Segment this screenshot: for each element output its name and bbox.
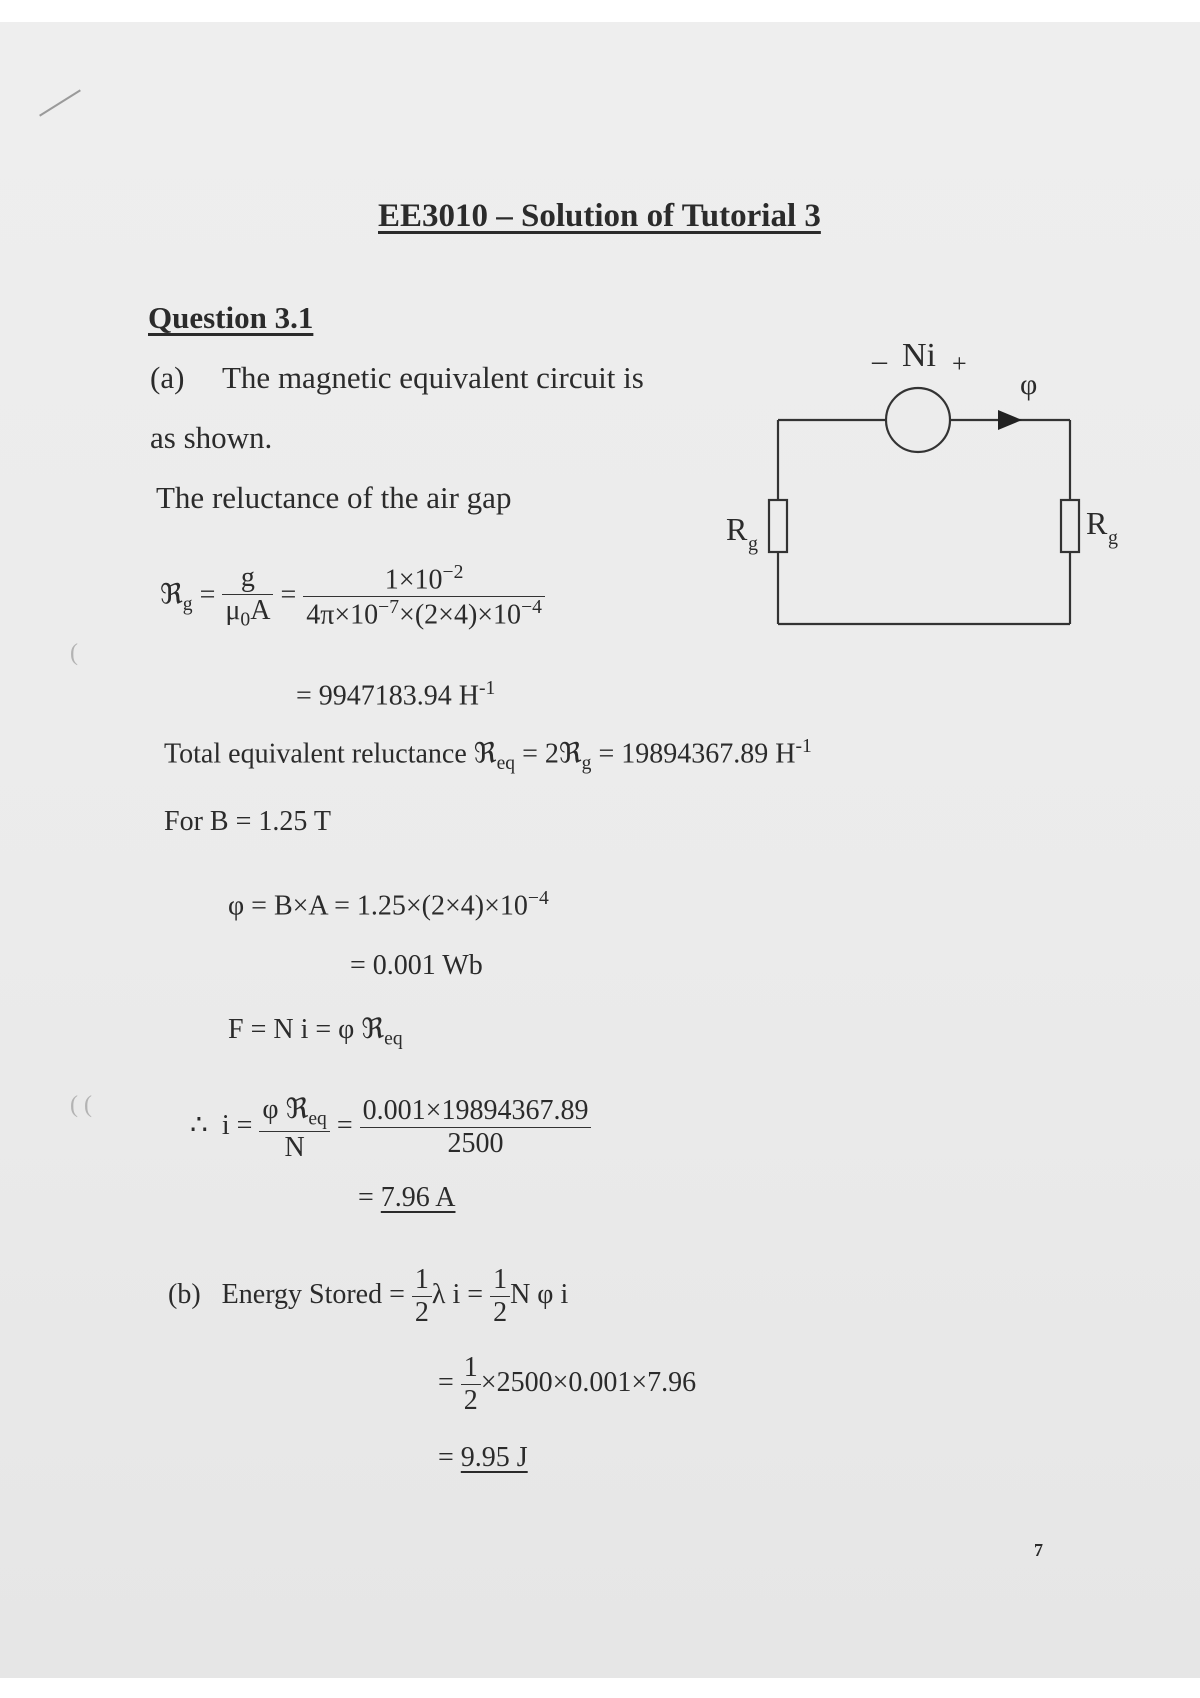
source-label: Ni: [902, 337, 936, 374]
flux-formula: $\varphi = B\times A = 1.25\times(2\times 4)\times 10^{-4}$: [228, 888, 549, 922]
flux-arrow: [998, 410, 1022, 430]
left-reluctance: [769, 500, 787, 552]
intro-line-1: The magnetic equivalent circuit is: [222, 360, 644, 395]
intro-line-2: as shown.: [150, 420, 273, 455]
for-b-line: For B = 1.25 T: [164, 806, 331, 837]
total-reluctance: Total equivalent reluctance ℜ$_{eq}$ = 2ℜ$_g$ = 19894367.89 $H^{-1}$: [164, 736, 812, 774]
current-numerator: 0.001×19894367.89: [362, 1095, 589, 1127]
energy-label: Energy Stored: [221, 1278, 383, 1310]
question-heading: Question 3.1: [148, 300, 314, 335]
mmf-source-circle: [886, 388, 950, 452]
energy-result: = 9.95 J: [438, 1442, 528, 1473]
pen-mark: [39, 89, 81, 116]
part-a-label: (a): [150, 360, 185, 395]
right-resistor-sub: g: [1108, 527, 1118, 549]
energy-formula: (b) Energy Stored = $\frac{1}{2}$ λ i = $\frac{1}{2}$ N φ i: [168, 1264, 569, 1328]
current-result: = 7.96 A: [358, 1182, 456, 1213]
mmf-formula: F = N i = φ ℜ$_{eq}$: [228, 1012, 403, 1050]
flux-result: = 0.001 Wb: [350, 950, 483, 981]
flux-label: φ: [1020, 368, 1038, 401]
right-reluctance: [1061, 500, 1079, 552]
part-b-label: (b): [168, 1278, 201, 1310]
current-denominator: 2500: [360, 1127, 592, 1160]
margin-mark-1: (: [70, 640, 78, 666]
source-minus: –: [872, 344, 887, 377]
page-title: EE3010 – Solution of Tutorial 3: [378, 198, 821, 234]
margin-mark-2: ( (: [70, 1092, 92, 1118]
paper-sheet: [0, 22, 1200, 1678]
magnetic-circuit-diagram: [690, 322, 1170, 662]
reluctance-result: = 9947183.94 $H^{-1}$: [296, 678, 496, 712]
right-resistor-label: R: [1086, 505, 1108, 541]
reluctance-intro: The reluctance of the air gap: [156, 480, 512, 515]
reluctance-formula: ℜ$_g$ = $\frac{g}{\mu_0A}$ = $\frac{1\times 10^{-2}}{4\pi\times 10^{-7}\times(2\times 4)\times 10^{-4}}$: [160, 562, 545, 632]
source-plus: +: [952, 349, 967, 378]
left-resistor-sub: g: [748, 533, 758, 555]
energy-calc: = $\frac{1}{2}$ ×2500×0.001×7.96: [438, 1352, 697, 1416]
page-number: 7: [1034, 1540, 1043, 1560]
current-formula: ∴ i = $\frac{\varphi ℜ_{eq}}{N}$ = $\frac{0.001\times 19894367.89}{2500}$: [190, 1092, 591, 1164]
left-resistor-label: R: [726, 511, 748, 547]
